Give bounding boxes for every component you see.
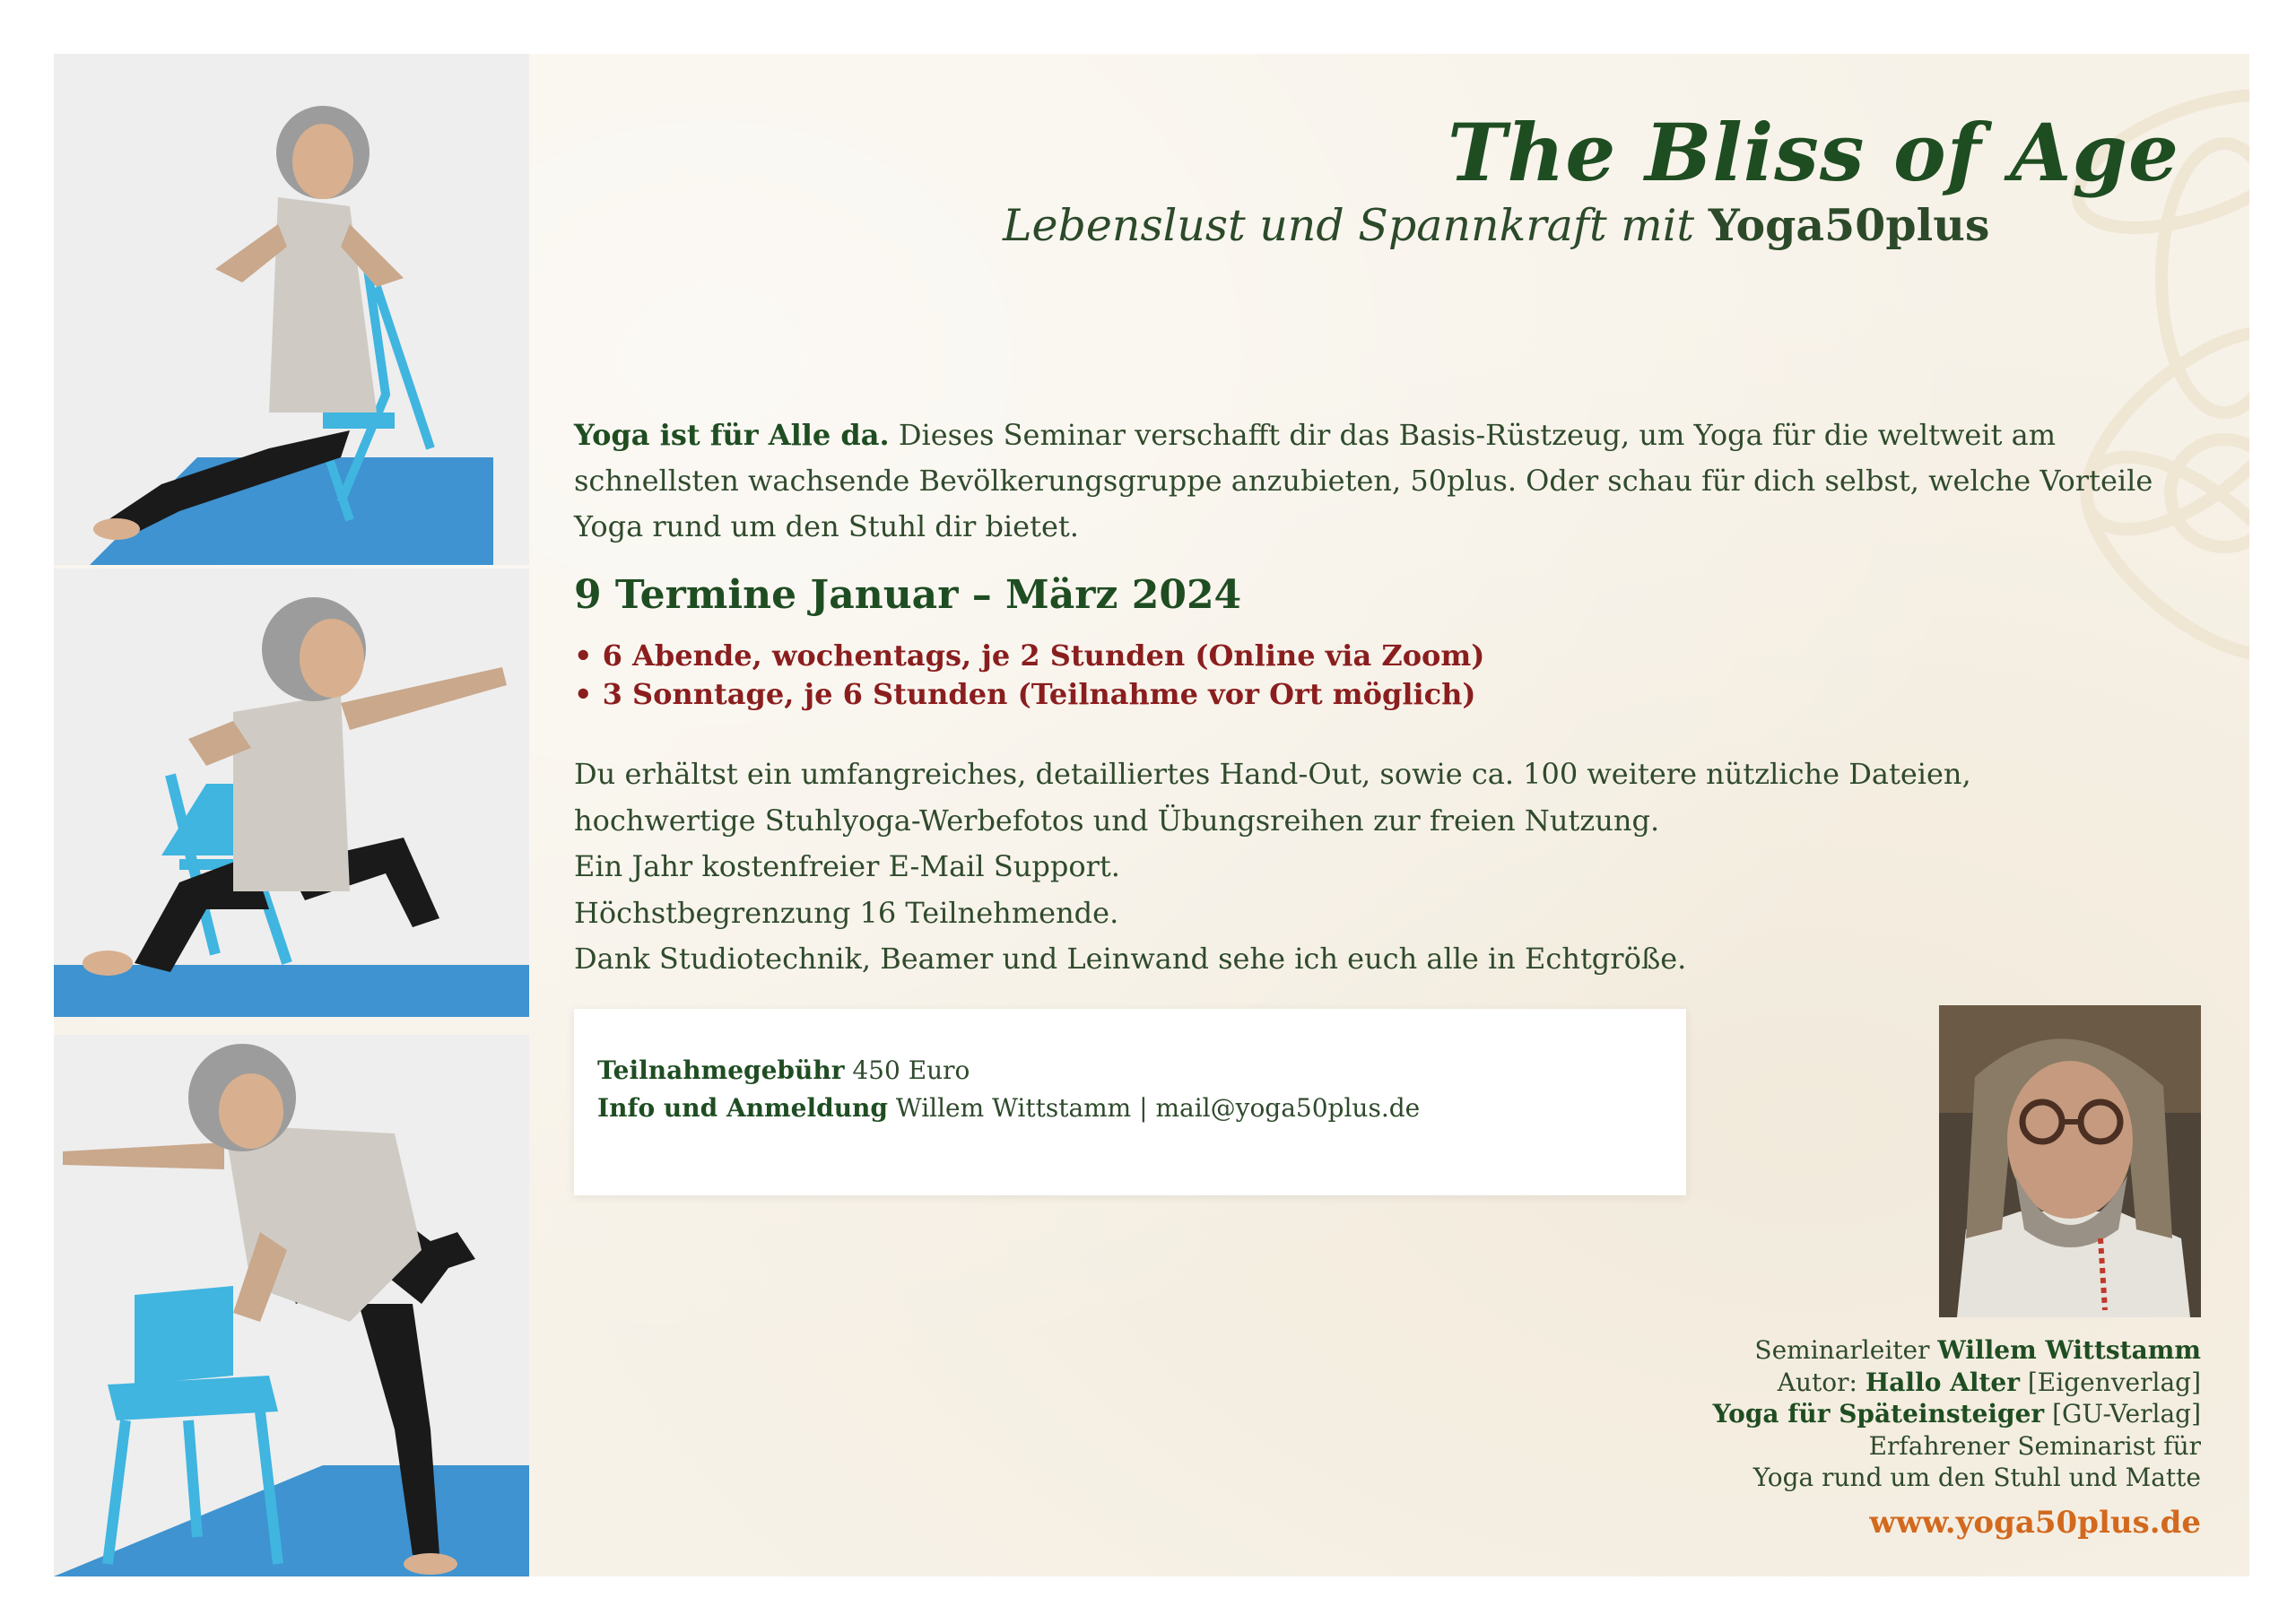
photo-balance-pose <box>54 1035 529 1576</box>
dates-heading: 9 Termine Januar – März 2024 <box>574 572 1242 618</box>
website-link[interactable]: www.yoga50plus.de <box>1869 1505 2201 1541</box>
fee-line <box>597 1055 970 1085</box>
details-line: Ein Jahr kostenfreier E-Mail Support. <box>574 849 1120 883</box>
details-line: Dank Studiotechnik, Beamer und Leinwand sehe ich euch alle in Echtgröße. <box>574 942 1687 976</box>
dates-item: • 3 Sonntage, je 6 Stunden (Teilnahme vor Ort möglich) <box>574 677 1476 711</box>
bio-publisher-2: [GU-Verlag] <box>2044 1399 2201 1429</box>
details-block <box>574 751 2188 983</box>
contact-line <box>597 1093 1420 1123</box>
bio-book-1: Hallo Alter <box>1865 1367 2020 1397</box>
intro-lead: Yoga ist für Alle da. <box>574 418 890 452</box>
instructor-portrait <box>1939 1005 2201 1317</box>
details-line: Du erhältst ein umfangreiches, detailliertes Hand-Out, sowie ca. 100 weitere nützliche Dateien, <box>574 757 1971 791</box>
intro-text: Dieses Seminar verschafft dir das Basis-Rüstzeug, um Yoga für die weltweit am schnellsten wachsende Bevölkerungsgruppe anzubieten, 50plus. Oder schau für dich selbst, welche Vorteile Yoga rund um den Stuhl dir bietet. <box>574 418 2153 543</box>
bio-book-2: Yoga für Späteinsteiger <box>1712 1399 2045 1429</box>
bio-line: Yoga rund um den Stuhl und Matte <box>1752 1463 2201 1492</box>
page-title: The Bliss of Age <box>1447 106 2179 199</box>
photo-warrior-pose <box>54 569 529 1017</box>
bio-author-label: Autor: <box>1777 1367 1866 1397</box>
bio-line <box>1713 1367 2201 1399</box>
dates-list <box>574 637 1484 714</box>
bio-publisher-1: [Eigenverlag] <box>2019 1367 2201 1397</box>
fee-value: 450 Euro <box>844 1055 970 1085</box>
bio-line <box>1713 1334 2201 1367</box>
contact-label: Info und Anmeldung <box>597 1093 888 1123</box>
instructor-bio <box>1713 1334 2201 1494</box>
flyer-page <box>54 54 2249 1576</box>
photo-seated-pose <box>54 54 529 565</box>
intro-paragraph <box>574 413 2188 550</box>
fee-label: Teilnahmegebühr <box>597 1055 845 1085</box>
details-line: hochwertige Stuhlyoga-Werbefotos und Übungsreihen zur freien Nutzung. <box>574 803 1660 838</box>
bio-name: Willem Wittstamm <box>1937 1335 2201 1365</box>
subtitle-brand: Yoga50plus <box>1708 199 1990 251</box>
contact-value: Willem Wittstamm | mail@yoga50plus.de <box>888 1093 1421 1123</box>
bio-role: Seminarleiter <box>1754 1335 1938 1365</box>
info-box <box>574 1009 1686 1195</box>
bio-line <box>1713 1398 2201 1430</box>
subtitle-text: Lebenslust und Spannkraft mit <box>1003 200 1709 251</box>
details-line: Höchstbegrenzung 16 Teilnehmende. <box>574 895 1119 930</box>
dates-item: • 6 Abende, wochentags, je 2 Stunden (Online via Zoom) <box>574 638 1485 673</box>
page-subtitle <box>1003 199 1989 251</box>
bio-line: Erfahrener Seminarist für <box>1868 1430 2201 1461</box>
